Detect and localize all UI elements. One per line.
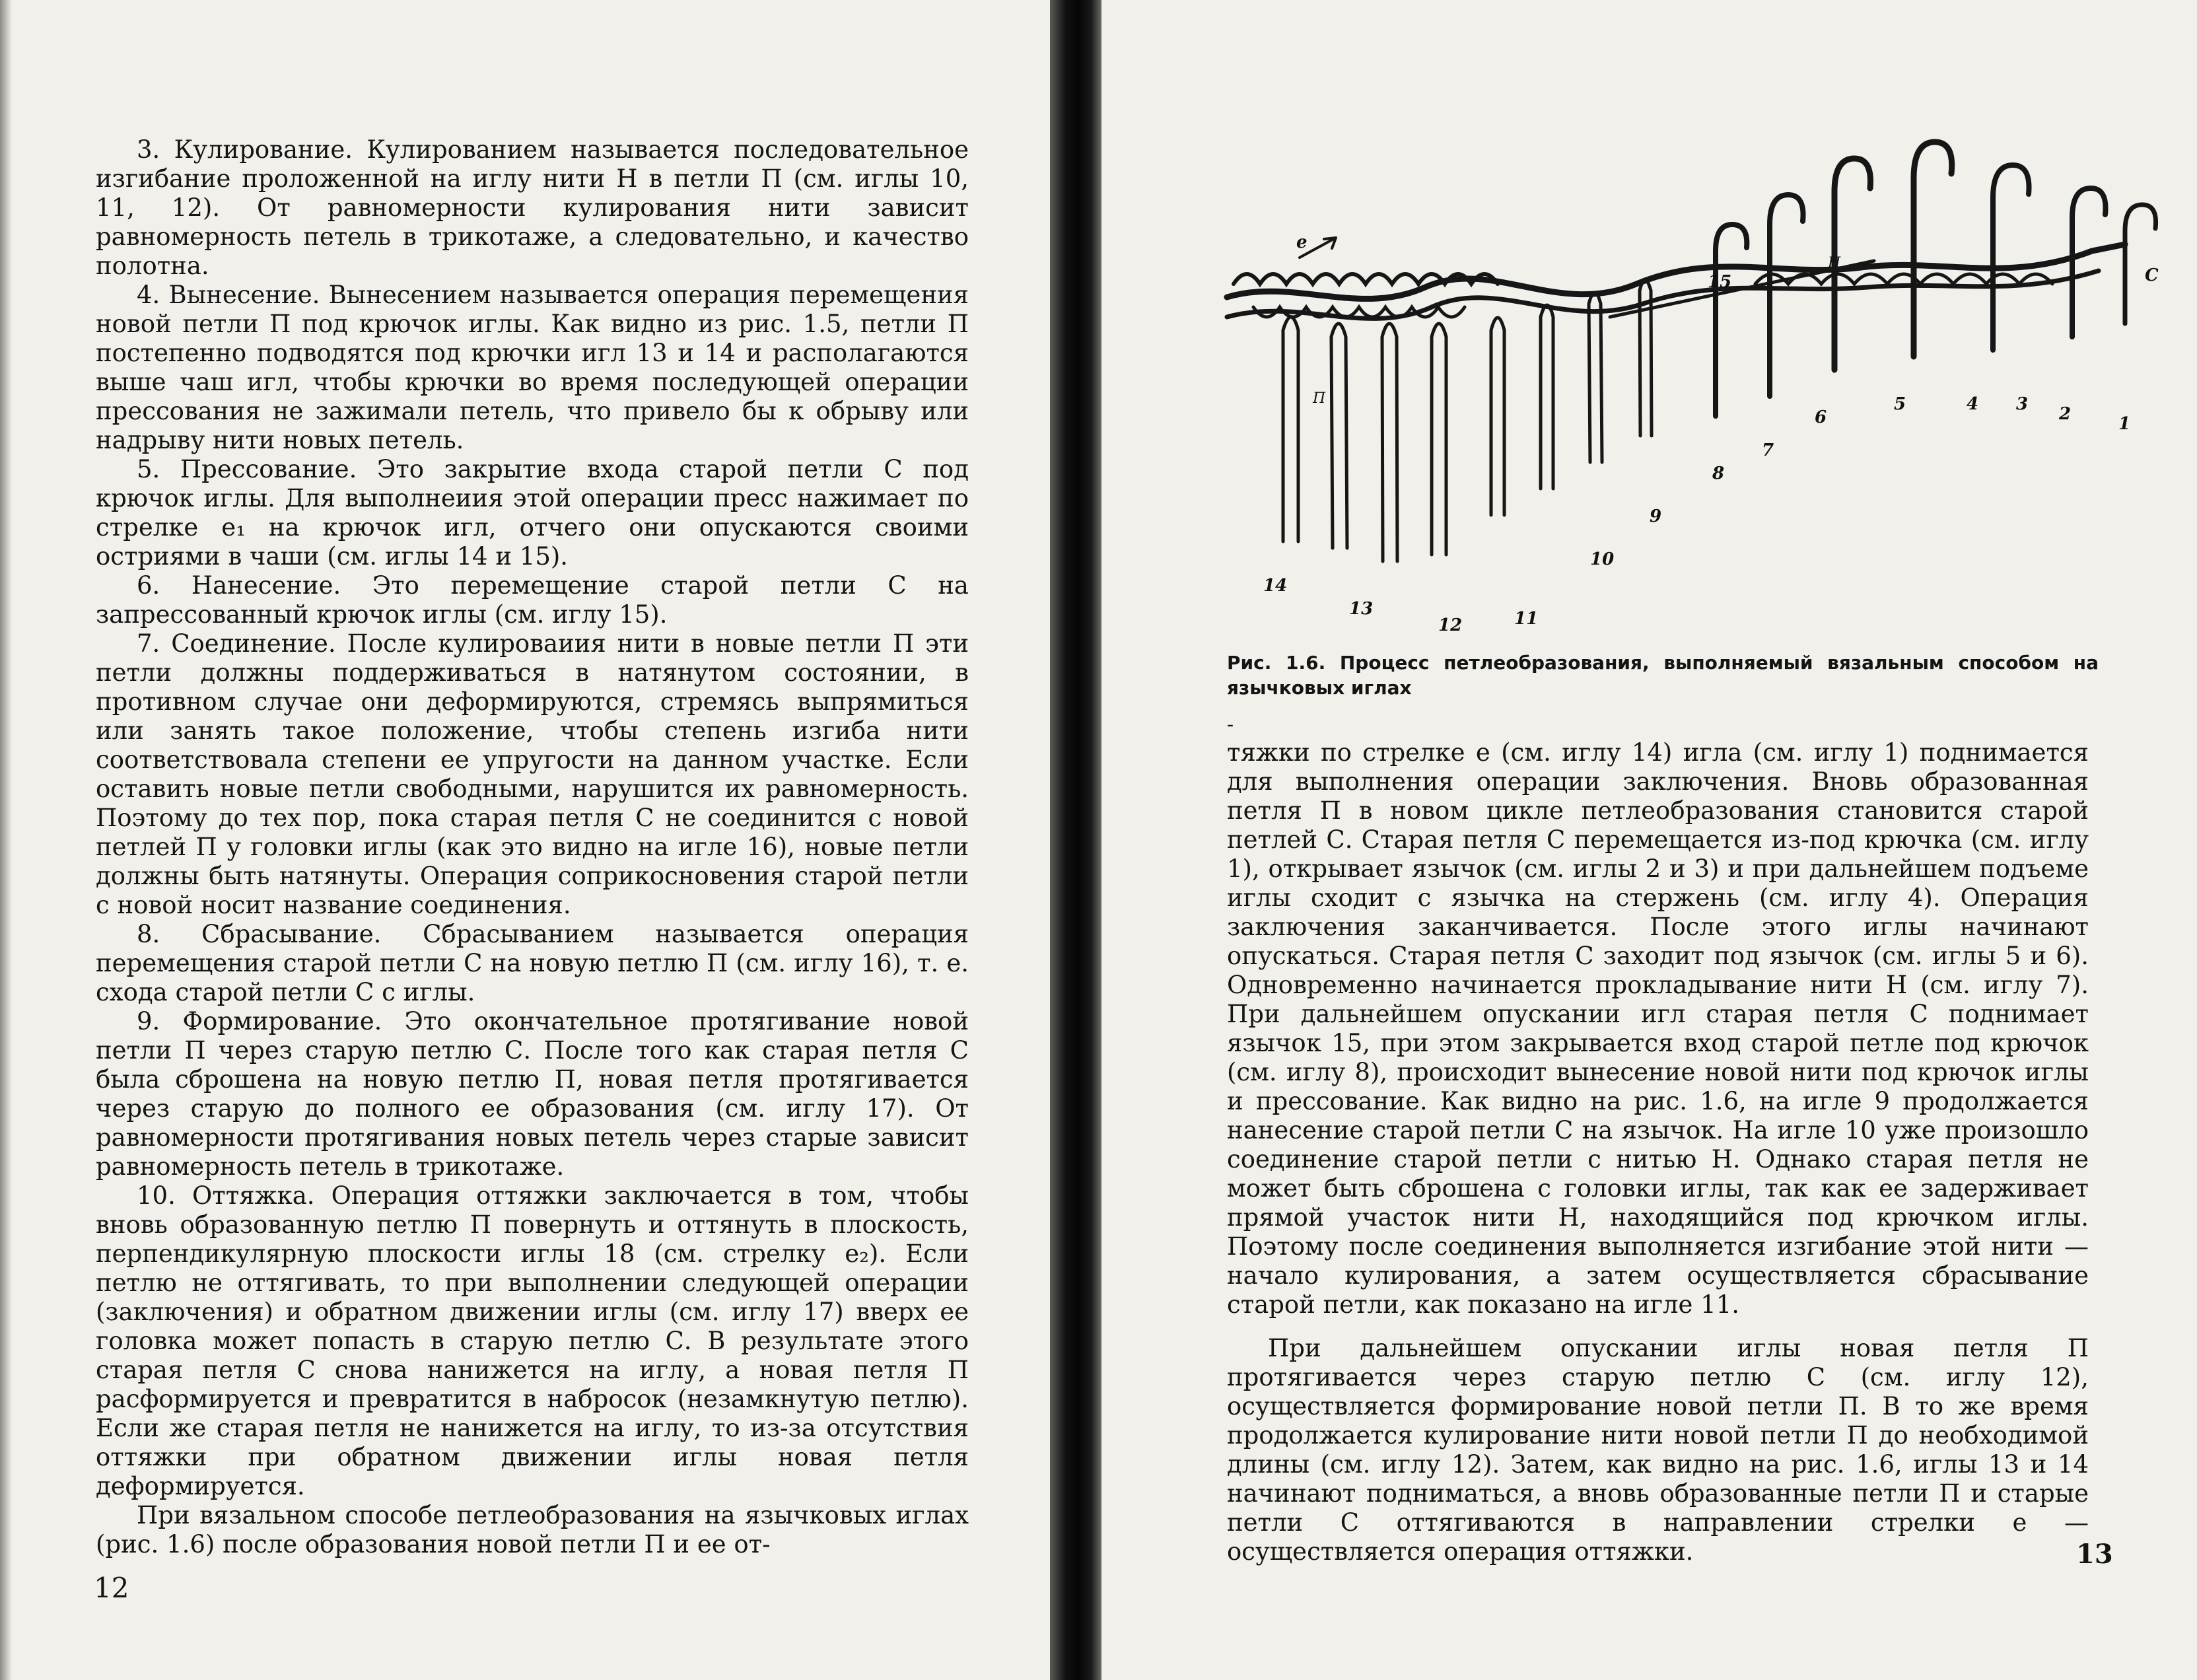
- needle-number-15: 15: [1708, 272, 1732, 292]
- figure-loop-formation: [1214, 119, 2165, 634]
- needle-number-9: 9: [1650, 507, 1662, 526]
- paragraph-nanesenie: 6. Нанесение. Это перемещение старой петли С на запрессованный крючок иглы (см. иглу 15).: [96, 571, 969, 629]
- figure-label-old-loop: С: [2145, 265, 2159, 285]
- paragraph-formirovanie: 9. Формирование. Это окончательное протягивание новой пeтли П через старую петлю С. После того как старая петля С была сброшена на новую петлю П, новая петля протягивается через старую до полного ее образования (см. иглу 17). От равномерности протягивания новых петель через старые зависит равномерность петель в трикотаже.: [96, 1007, 969, 1181]
- needle-number-4: 4: [1967, 394, 1979, 414]
- paragraph-ottyazhka-continued: тяжки по стрелке е (см. иглу 14) игла (см. иглу 1) поднимается для выполнения операции заключения. Вновь образованная петля П в новом цикле петлеобразования становится старой петлей С. Старая петля С перемещается из-под крючка (см. иглу 1), открывает язычок (см. иглы 2 и 3) и при дальнейшем подъеме иглы сходит с язычка на стержень (см. иглу 4). Операция заключения заканчивается. После этого иглы начинают опускаться. Старая петля С заходит под язычок (см. иглы 5 и 6). Одновременно начинается прокладывание нити Н (см. иглу 7). При дальнейшем опускании игл старая петля С поднимает язычок 15, при этом закрывается вход старой петле под крючок (см. иглу 8), происходит вынесение новой нити под крючок иглы и прессование. Как видно на рис. 1.6, на игле 9 продолжается нанесение старой петли С на язычок. На игле 10 уже произошло соединение старой петли с нитью Н. Однако старая петля не может быть сброшена с головки иглы, так как ее задерживает прямой участок нити Н, находящийся под крючком иглы. Поэтому после соединения выполняется изгибание этой нити — начало кулирования, а затем осуществляется сбрасывание старой петли, как показано на игле 11.: [1227, 738, 2089, 1319]
- right-page-text: [1227, 738, 2089, 1566]
- needle-number-3: 3: [2016, 394, 2029, 414]
- needle-number-5: 5: [1894, 394, 1906, 414]
- figure-label-new-loop: П: [1313, 390, 1326, 407]
- needle-number-10: 10: [1590, 549, 1615, 569]
- figure-needles-illustration: [1214, 119, 2165, 634]
- scan-left-shadow: [0, 0, 12, 1680]
- paragraph-dalneyshem-opuskanii: При дальнейшем опускании иглы новая петля П протягивается через старую петлю С (см. иглу 12), осуществляется формирование новой петли П. В то же время продолжается кулирование нити новой петли П до необходимой длины (см. иглу 12). Затем, как видно на рис. 1.6, иглы 13 и 14 начинают подниматься, а вновь образованные петли П и старые петли С оттягиваются в направлении стрелки е — осуществляется операция оттяжки.: [1227, 1334, 2089, 1566]
- left-page-text: [96, 135, 969, 1559]
- page-number-left: 12: [94, 1572, 129, 1604]
- book-gutter: [1050, 0, 1101, 1680]
- paragraph-kulirovanie: 3. Кулирование. Кулированием называется последовательное изгибание проложенной на иглу нити Н в петли П (см. иглы 10, 11, 12). От равномерности кулирования нити зависит равномерность петель в трикотаже, а следовательно, и качество полотна.: [96, 135, 969, 280]
- page-number-right: 13: [2076, 1539, 2113, 1570]
- paragraph-ottyazhka: 10. Оттяжка. Операция оттяжки заключается в том, чтобы вновь образованную петлю П повернуть и оттянуть в плоскость, перпендикулярную плоскости иглы 18 (см. стрелку e₂). Если петлю не оттягивать, то при выполнении следующей операции (заключения) и обратном движении иглы (см. иглу 17) вверх ее головка может попасть в старую петлю С. В результате этого старая петля С снова нанижется на иглу, а новая петля П расформируется и превратится в набросок (незамкнутую петлю). Если же старая петля не нанижется на иглу, то из-за отсутствия оттяжки при обратном движении иглы новая петля деформируется.: [96, 1181, 969, 1500]
- left-page: [0, 0, 1050, 1680]
- needle-number-6: 6: [1815, 407, 1827, 427]
- needle-number-7: 7: [1762, 440, 1774, 460]
- figure-caption: Рис. 1.6. Процесс петлеобразования, выполняемый вязальным способом на язычковых иглах: [1227, 652, 2099, 699]
- needle-number-11: 11: [1514, 609, 1539, 629]
- paragraph-vyazalny-sposob: При вязальном способе петлеобразования на язычковых иглах (рис. 1.6) после образования новой петли П и ее от-: [96, 1501, 969, 1558]
- needle-number-2: 2: [2059, 404, 2072, 424]
- figure-label-thread: Н: [1828, 255, 1841, 271]
- needle-number-13: 13: [1349, 599, 1374, 619]
- paragraph-sbrasyvanie: 8. Сбрасывание. Сбрасыванием называется операция перемещения старой петли С на новую петлю П (см. иглу 16), т. е. схода старой петли С с иглы.: [96, 920, 969, 1006]
- needle-number-14: 14: [1263, 576, 1288, 596]
- scan-mark: -: [1227, 713, 1234, 736]
- figure-arrow-label: e: [1296, 232, 1308, 252]
- paragraph-soedinenie: 7. Соединение. После кулироваиия нити в новые петли П эти петли должны поддерживаться в натянутом состоянии, в противном случае они деформируются, стремясь выпрямиться или занять такое положение, чтобы степень изгиба нити соответствовала степени ее упругости на данном участке. Если оставить новые петли свободными, нарушится их равномерность. Поэтому до тех пор, пока старая петля С не соединится с новой петлей П у головки иглы (как это видно на игле 16), новые петли должны быть натянуты. Операция соприкосновения старой петли с новой носит название соединения.: [96, 629, 969, 919]
- paragraph-pressovanie: 5. Прессование. Это закрытие входа старой петли С под крючок иглы. Для выполнеиия этой операции пресс нажимает по стрелке e₁ на крючок игл, отчего они опускаются своими остриями в чаши (см. иглы 14 и 15).: [96, 455, 969, 571]
- needle-number-8: 8: [1712, 464, 1725, 483]
- right-page: [1101, 0, 2197, 1680]
- needle-number-1: 1: [2118, 414, 2131, 434]
- needle-number-12: 12: [1438, 615, 1463, 634]
- paragraph-vynesenie: 4. Вынесение. Вынесением называется операция перемещения новой петли П под крючок иглы. Как видно из рис. 1.5, петли П постепенно подводятся под крючки игл 13 и 14 и располагаются выше чаш игл, чтобы крючки во время последующей операции прессования не зажимали петель, что привело бы к обрыву или надрыву нити новых петель.: [96, 281, 969, 454]
